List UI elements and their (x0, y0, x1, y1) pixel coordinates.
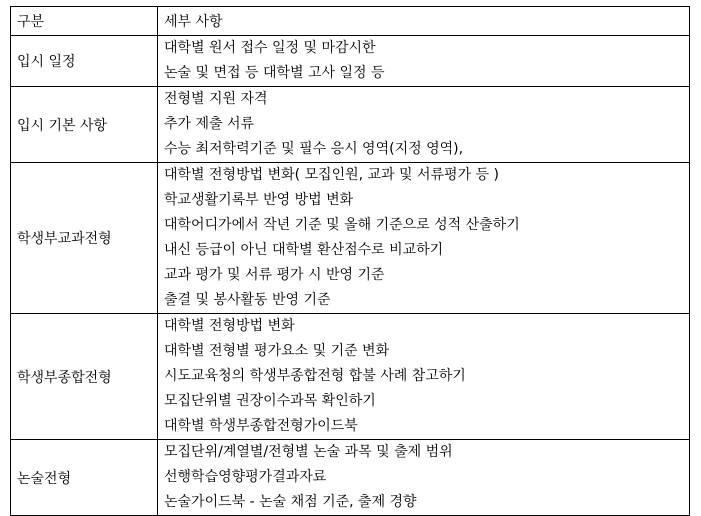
table-row-grades-track (11, 163, 690, 314)
detail-item: 대학별 원서 접수 일정 및 마감시한 (164, 40, 376, 56)
table-header-row (11, 7, 690, 36)
detail-item: 내신 등급이 아닌 대학별 환산점수로 비교하기 (164, 242, 444, 258)
detail-item: 시도교육청의 학생부종합전형 합불 사례 참고하기 (164, 368, 466, 384)
row-category: 논술전형 (11, 440, 158, 516)
row-details (158, 163, 690, 314)
detail-item: 대학어디가에서 작년 기준 및 올해 기준으로 성적 산출하기 (164, 217, 520, 233)
detail-item: 추가 제출 서류 (164, 116, 255, 132)
table-row-admission-schedule (11, 36, 690, 87)
row-details (158, 87, 690, 163)
detail-item: 대학별 전형별 평가요소 및 기준 변화 (164, 343, 390, 359)
detail-item: 논술 및 면접 등 대학별 고사 일정 등 (164, 65, 385, 81)
detail-item: 대학별 학생부종합전형가이드북 (164, 418, 358, 434)
detail-item: 교과 평가 및 서류 평가 시 반영 기준 (164, 267, 385, 283)
row-details (158, 440, 690, 516)
detail-item: 모집단위별 권장이수과목 확인하기 (164, 393, 376, 409)
row-details (158, 314, 690, 440)
detail-item: 대학별 전형방법 변화( 모집인원, 교과 및 서류평가 등 ) (164, 167, 499, 183)
header-category: 구분 (11, 7, 158, 36)
row-category: 학생부교과전형 (11, 163, 158, 314)
table-row-basic-requirements (11, 87, 690, 163)
detail-item: 모집단위/계열별/전형별 논술 과목 및 출제 범위 (164, 444, 453, 460)
table-row-comprehensive-track (11, 314, 690, 440)
row-category: 학생부종합전형 (11, 314, 158, 440)
detail-item: 출결 및 봉사활동 반영 기준 (164, 292, 331, 308)
detail-item: 학교생활기록부 반영 방법 변화 (164, 192, 354, 208)
detail-item: 논술가이드북 - 논술 채점 기준, 출제 경향 (164, 494, 417, 510)
detail-item: 선행학습영향평가결과자료 (164, 469, 327, 485)
detail-item: 전형별 지원 자격 (164, 91, 268, 107)
row-category: 입시 기본 사항 (11, 87, 158, 163)
detail-item: 수능 최저학력기준 및 필수 응시 영역(지정 영역), (164, 141, 464, 157)
detail-item: 대학별 전형방법 변화 (164, 318, 295, 334)
admissions-checklist-table (10, 6, 690, 516)
row-category: 입시 일정 (11, 36, 158, 87)
row-details (158, 36, 690, 87)
table-row-essay-track (11, 440, 690, 516)
header-details: 세부 사항 (158, 7, 690, 36)
